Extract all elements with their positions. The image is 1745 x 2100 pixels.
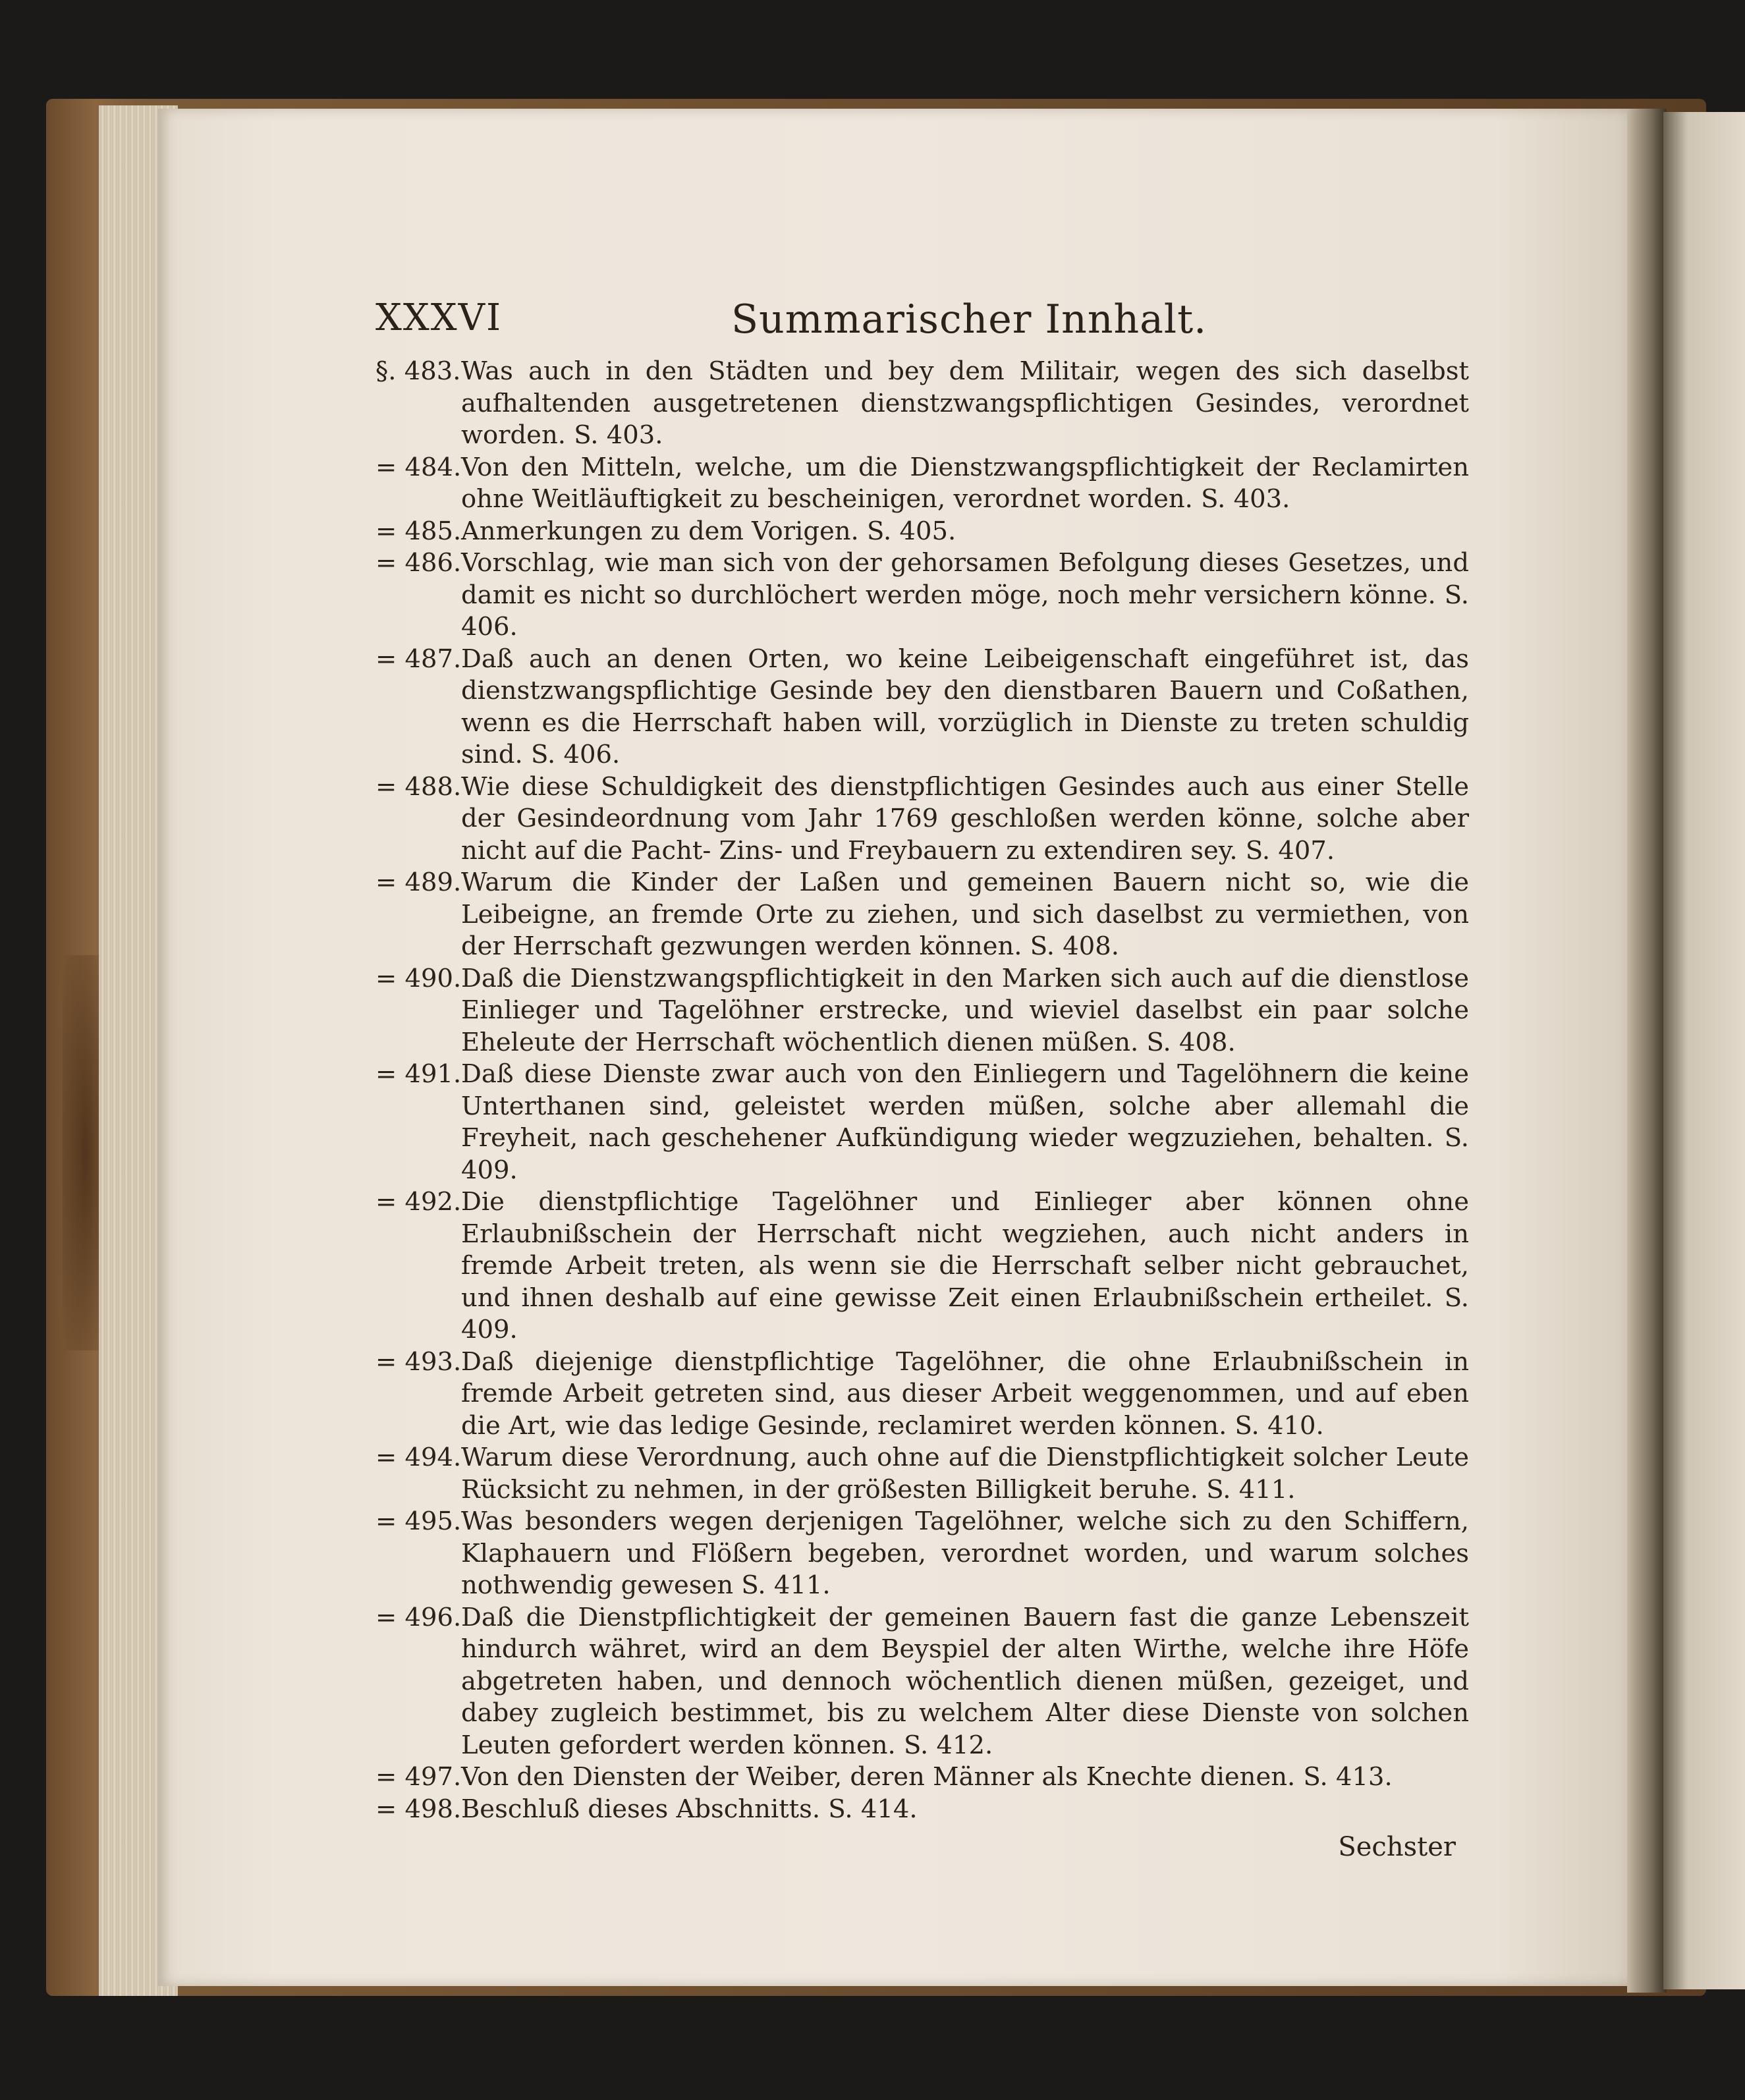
book-gutter (1627, 109, 1667, 1993)
entry-number: = 486. (375, 548, 462, 578)
entry-number: = 495. (375, 1506, 462, 1536)
entry-text: Daß die Dienstpflichtigkeit der gemeinen Bauern fast die ganze Lebenszeit hindurch währet, wird an dem Beyspiel der alten Wirthe, welche ihre Höfe abgetreten haben, und dennoch wöchentlich dienen müßen, gezeiget, und dabey zugleich bestimmet, bis zu welchem Alter diese Dienste von solchen Leuten gefordert werden können. S. 412. (461, 1602, 1469, 1760)
entry-text: Von den Mitteln, welche, um die Dienstzwangspflichtigkeit der Reclamirten ohne Weitläuftigkeit zu bescheinigen, verordnet worden. S. 403. (461, 452, 1469, 514)
page-text (375, 296, 1469, 1862)
entry-text: Was auch in den Städten und bey dem Militair, wegen des sich daselbst aufhaltenden ausgetretenen dienstzwangspflichtigen Gesindes, verordnet worden. S. 403. (461, 356, 1469, 450)
toc-entry-492 (375, 1186, 1469, 1346)
entry-text: Daß auch an denen Orten, wo keine Leibeigenschaft eingeführet ist, das dienstzwangspflichtige Gesinde bey den dienstbaren Bauern und Coßathen, wenn es die Herrschaft haben will, vorzüglich in Dienste zu treten schuldig sind. S. 406. (461, 644, 1469, 769)
entry-number: §. 483. (375, 356, 461, 386)
toc-entry-486 (375, 547, 1469, 644)
entry-text: Was besonders wegen derjenigen Tagelöhner, welche sich zu den Schiffern, Klaphauern und Flößern begeben, verordnet worden, und warum solches nothwendig gewesen S. 411. (461, 1506, 1469, 1600)
entry-text: Die dienstpflichtige Tagelöhner und Einlieger aber können ohne Erlaubnißschein der Herrschaft nicht wegziehen, auch nicht anders in fremde Arbeit treten, als wenn sie die Herrschaft selber nicht gebrauchet, und ihnen deshalb auf eine gewisse Zeit einen Erlaubnißschein ertheilet. S. 409. (461, 1187, 1469, 1344)
running-title: Summarischer Innhalt. (731, 296, 1207, 343)
entry-number: = 488. (375, 771, 462, 802)
toc-entry-484 (375, 452, 1469, 516)
entry-number: = 491. (375, 1059, 462, 1089)
entry-number: = 494. (375, 1443, 462, 1472)
table-of-contents (375, 356, 1469, 1825)
toc-entry-497 (375, 1761, 1469, 1794)
entry-number: = 498. (375, 1794, 462, 1824)
entry-text: Daß diese Dienste zwar auch von den Einliegern und Tagelöhnern die keine Unterthanen sind, geleistet werden müßen, solche aber allemahl die Freyheit, nach geschehener Aufkündigung wieder wegzuziehen, behalten. S. 409. (461, 1059, 1469, 1185)
entry-text: Warum diese Verordnung, auch ohne auf die Dienstpflichtigkeit solcher Leute Rücksicht zu nehmen, in der größesten Billigkeit beruhe. S. 411. (461, 1443, 1469, 1505)
entry-text: Beschluß dieses Abschnitts. S. 414. (461, 1794, 918, 1824)
entry-number: = 487. (375, 644, 462, 674)
toc-entry-487 (375, 644, 1469, 771)
entry-number: = 497. (375, 1762, 462, 1792)
toc-entry-490 (375, 963, 1469, 1059)
page-header (375, 296, 1469, 356)
toc-entry-495 (375, 1506, 1469, 1602)
toc-entry-491 (375, 1059, 1469, 1186)
entry-text: Anmerkungen zu dem Vorigen. S. 405. (461, 516, 956, 546)
entry-text: Daß diejenige dienstpflichtige Tagelöhner, die ohne Erlaubnißschein in fremde Arbeit getreten sind, aus dieser Arbeit weggenommen, und auf eben die Art, wie das ledige Gesinde, reclamiret werden können. S. 410. (461, 1346, 1469, 1441)
entry-number: = 493. (375, 1346, 462, 1377)
entry-text: Vorschlag, wie man sich von der gehorsamen Befolgung dieses Gesetzes, und damit es nicht so durchlöchert werden möge, noch mehr versichern könne. S. 406. (461, 548, 1469, 642)
entry-number: = 485. (375, 516, 462, 546)
toc-entry-494 (375, 1442, 1469, 1506)
page-folio: XXXVI (375, 296, 503, 339)
entry-number: = 489. (375, 868, 462, 897)
entry-number: = 484. (375, 452, 462, 482)
toc-entry-493 (375, 1346, 1469, 1443)
entry-text: Warum die Kinder der Laßen und gemeinen Bauern nicht so, wie die Leibeigne, an fremde Orte zu ziehen, und sich daselbst zu vermiethen, von der Herrschaft gezwungen werden können. S. 408. (461, 868, 1469, 961)
catchword: Sechster (1338, 1832, 1456, 1862)
toc-entry-483 (375, 356, 1469, 452)
entry-text: Wie diese Schuldigkeit des dienstpflichtigen Gesindes auch aus einer Stelle der Gesindeordnung vom Jahr 1769 geschloßen werden könne, solche aber nicht auf die Pacht- Zins- und Freybauern zu extendiren sey. S. 407. (461, 771, 1469, 866)
toc-entry-496 (375, 1602, 1469, 1762)
entry-number: = 496. (375, 1602, 462, 1632)
toc-entry-498 (375, 1794, 1469, 1826)
toc-entry-489 (375, 867, 1469, 963)
toc-entry-488 (375, 771, 1469, 868)
entry-number: = 490. (375, 963, 462, 993)
facing-page-edge (1663, 112, 1745, 1989)
entry-text: Von den Diensten der Weiber, deren Männer als Knechte dienen. S. 413. (461, 1762, 1393, 1792)
toc-entry-485 (375, 516, 1469, 548)
entry-text: Daß die Dienstzwangspflichtigkeit in den Marken sich auch auf die dienstlose Einlieger und Tagelöhner erstrecke, und wieviel daselbst ein paar solche Eheleute der Herrschaft wöchentlich dienen müßen. S. 408. (461, 963, 1469, 1057)
entry-number: = 492. (375, 1187, 462, 1217)
